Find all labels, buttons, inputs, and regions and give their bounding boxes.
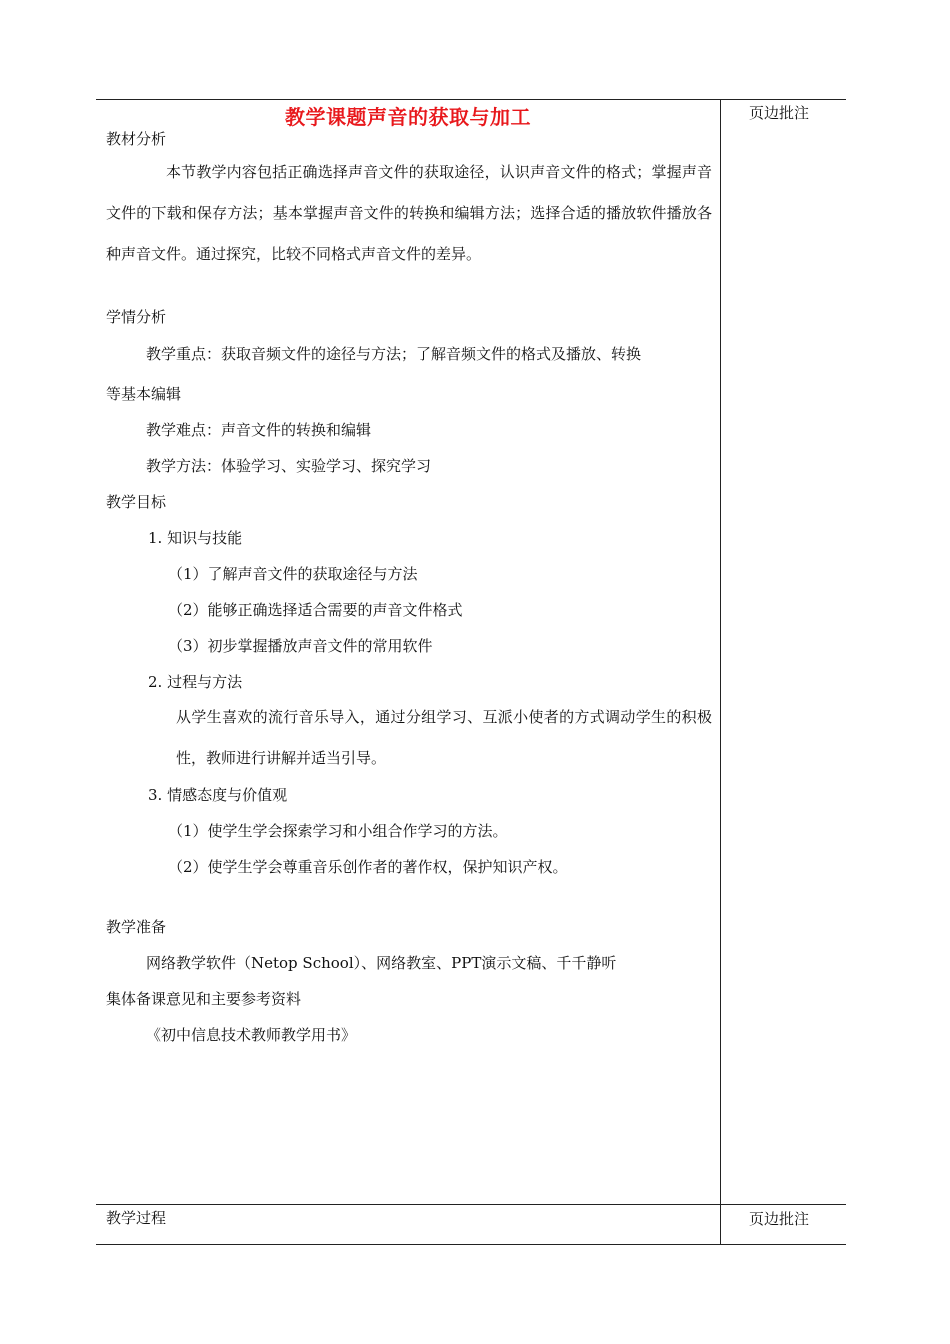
goal1-item-3: （3）初步掌握播放声音文件的常用软件 [168,637,433,655]
references-content: 《初中信息技术教师教学用书》 [146,1026,357,1044]
goal2-title: 2. 过程与方法 [148,673,243,691]
column-divider [720,99,721,1244]
paragraph-textbook-analysis: 本节教学内容包括正确选择声音文件的获取途径，认识声音文件的格式；掌握声音文件的下载和保存方法；基本掌握声音文件的转换和编辑方法；选择合适的播放软件播放各种声音文件。通过探究，比较不同格式声音文件的差异。 [106,163,712,263]
sidebar-header: 页边批注 [749,104,810,122]
methods-line: 教学方法：体验学习、实验学习、探究学习 [146,457,432,475]
key-points-line1: 教学重点：获取音频文件的途径与方法；了解音频文件的格式及播放、转换 [146,345,642,363]
lesson-plan-table [96,99,846,1244]
goal3-item-2: （2）使学生学会尊重音乐创作者的著作权，保护知识产权。 [168,858,568,876]
preparation-content: 网络教学软件（Netop School）、网络教室、PPT演示文稿、千千静听 [146,954,617,972]
goal1-title: 1. 知识与技能 [148,529,243,547]
goal1-item-1: （1）了解声音文件的获取途径与方法 [168,565,418,583]
heading-learning-analysis: 学情分析 [106,308,167,326]
document-title: 教学课题声音的获取与加工 [285,105,531,129]
difficulties-line: 教学难点：声音文件的转换和编辑 [146,421,372,439]
heading-preparation: 教学准备 [106,918,167,936]
goal3-item-1: （1）使学生学会探索学习和小组合作学习的方法。 [168,822,508,840]
heading-teaching-goals: 教学目标 [106,493,167,511]
goal1-item-2: （2）能够正确选择适合需要的声音文件格式 [168,601,463,619]
table-middle-rule [96,1204,846,1205]
footer-left-label: 教学过程 [106,1209,167,1227]
heading-textbook-analysis: 教材分析 [106,130,167,148]
main-column [96,99,720,1227]
key-points-line2: 等基本编辑 [106,385,182,403]
goal3-title: 3. 情感态度与价值观 [148,786,288,804]
goal2-paragraph: 从学生喜欢的流行音乐导入，通过分组学习、互派小使者的方式调动学生的积极性，教师进行讲解并适当引导。 [176,708,712,767]
table-bottom-rule [96,1244,846,1245]
footer-right-label: 页边批注 [749,1210,810,1228]
heading-references: 集体备课意见和主要参考资料 [106,990,302,1008]
